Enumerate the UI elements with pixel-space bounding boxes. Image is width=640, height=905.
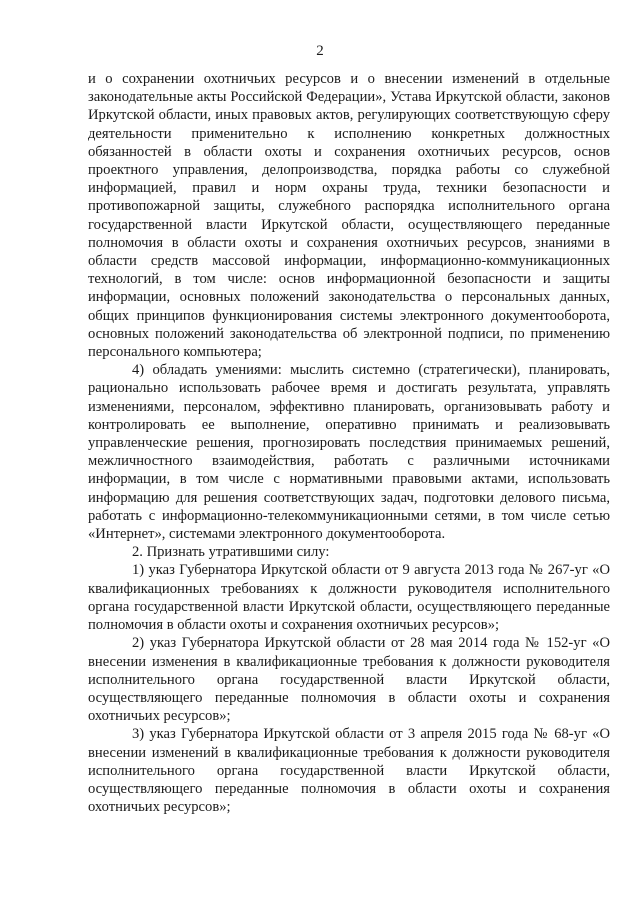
document-body	[88, 70, 610, 816]
page-number: 2	[316, 43, 324, 59]
paragraph-repeal-1: 1) указ Губернатора Иркутской области от 9 августа 2013 года № 267-уг «О квалификационных требованиях к должности руководителя исполнительного органа государственной власти Иркутской области, осуществляющего переданные полномочия в области охоты и сохранения охотничьих ресурсов»;	[88, 562, 610, 634]
paragraph-section-2: 2. Признать утратившими силу:	[132, 544, 330, 561]
paragraph-repeal-3: 3) указ Губернатора Иркутской области от 3 апреля 2015 года № 68-уг «О внесении изменений в квалификационные требования к должности руководителя исполнительного органа государственной власти Иркутской области, осуществляющего переданные полномочия в области охоты и сохранения охотничьих ресурсов»;	[88, 726, 610, 816]
paragraph-continuation: и о сохранении охотничьих ресурсов и о внесении изменений в отдельные законодательные акты Российской Федерации», Устава Иркутской области, законов Иркутской области, иных правовых актов, регулирующих соответствующую сферу деятельности применительно к исполнению конкретных должностных обязанностей в области охоты и сохранения охотничьих ресурсов, основ проектного управления, делопроизводства, порядка работы со служебной информацией, правил и норм охраны труда, техники безопасности и противопожарной защиты, служебного распорядка исполнительного органа государственной власти Иркутской области, осуществляющего переданные полномочия в области охоты и сохранения охотничьих ресурсов, знаниями в области средств массовой информации, информационно-коммуникационных технологий, в том числе: основ информационной безопасности и защиты информации, основных положений законодательства о персональных данных, общих принципов функционирования системы электронного документооборота, основных положений законодательства об электронной подписи, по применению персонального компьютера;	[88, 71, 610, 361]
paragraph-item-4: 4) обладать умениями: мыслить системно (стратегически), планировать, рационально использовать рабочее время и достигать результата, управлять изменениями, персоналом, эффективно планировать, организовывать работу и контролировать ее выполнение, оперативно принимать и реализовывать управленческие решения, прогнозировать последствия принимаемых решений, межличностного взаимодействия, работать с различными источниками информации, в том числе с нормативными правовыми актами, использовать информацию для решения соответствующих задач, подготовки делового письма, работать с информационно-телекоммуникационными сетями, в том числе сетью «Интернет», системами электронного документооборота.	[88, 362, 610, 543]
paragraph-repeal-2: 2) указ Губернатора Иркутской области от 28 мая 2014 года № 152-уг «О внесении изменения в квалификационные требования к должности руководителя исполнительного органа государственной власти Иркутской области, осуществляющего переданные полномочия в области охоты и сохранения охотничьих ресурсов»;	[88, 635, 610, 725]
